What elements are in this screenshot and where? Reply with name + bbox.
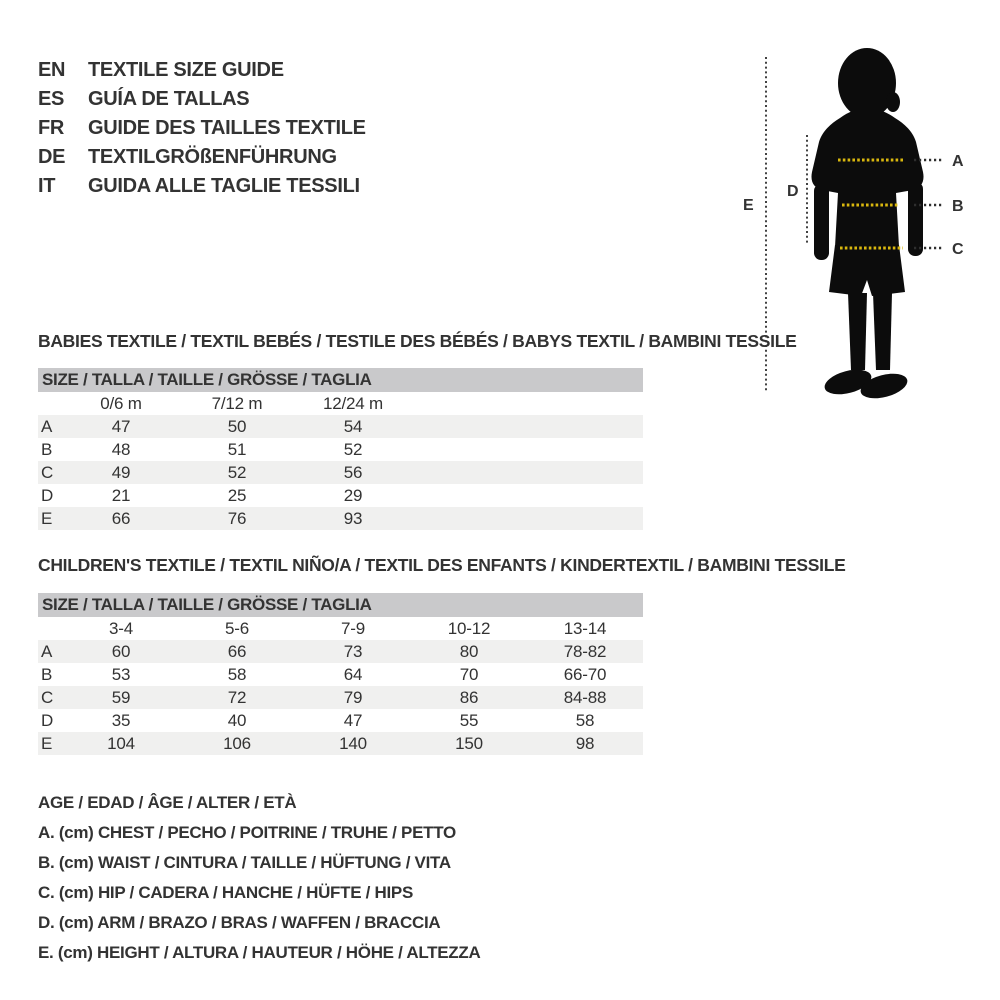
row-label: A <box>41 417 53 436</box>
table-row-e <box>38 732 643 755</box>
col-header: 3-4 <box>109 619 133 638</box>
lang-row-it <box>38 172 366 201</box>
lang-row-fr <box>38 114 366 143</box>
babies-size-header-bar: SIZE / TALLA / TAILLE / GRÖSSE / TAGLIA <box>38 368 643 392</box>
row-label: C <box>41 463 54 482</box>
guide-title-it: GUIDA ALLE TAGLIE TESSILI <box>88 175 360 197</box>
legend-hip: C. (cm) HIP / CADERA / HANCHE / HÜFTE / HIPS <box>38 883 414 902</box>
col-header: 13-14 <box>563 619 607 638</box>
guide-title-es: GUÍA DE TALLAS <box>88 88 250 110</box>
table-cell: 29 <box>343 486 363 505</box>
table-cell: 84-88 <box>563 688 607 707</box>
marker-label-b: B <box>952 198 964 215</box>
table-cell: 66 <box>111 509 131 528</box>
table-cell: 70 <box>459 665 479 684</box>
table-row-a <box>38 415 643 438</box>
table-row-d <box>38 709 643 732</box>
row-label: E <box>41 734 53 753</box>
babies-section-title: BABIES TEXTILE / TEXTIL BEBÉS / TESTILE DES BÉBÉS / BABYS TEXTIL / BAMBINI TESSILE <box>38 331 797 351</box>
table-cell: 35 <box>111 711 131 730</box>
row-label: D <box>41 711 54 730</box>
table-cell: 73 <box>343 642 363 661</box>
table-row-d <box>38 484 643 507</box>
table-cell: 21 <box>111 486 131 505</box>
children-section-title: CHILDREN'S TEXTILE / TEXTIL NIÑO/A / TEXTIL DES ENFANTS / KINDERTEXTIL / BAMBINI TESSILE <box>38 555 846 575</box>
table-row-c <box>38 686 643 709</box>
col-header: 12/24 m <box>322 394 384 413</box>
marker-label-c: C <box>952 241 964 258</box>
child-silhouette-figure <box>811 48 923 400</box>
table-row-b <box>38 663 643 686</box>
table-cell: 50 <box>227 417 247 436</box>
table-cell: 76 <box>227 509 247 528</box>
babies-column-header-row <box>38 392 643 415</box>
table-cell: 79 <box>343 688 363 707</box>
marker-label-d: D <box>787 183 799 200</box>
table-cell: 53 <box>111 665 131 684</box>
table-cell: 93 <box>343 509 363 528</box>
language-title-list <box>38 56 366 201</box>
legend-age: AGE / EDAD / ÂGE / ALTER / ETÀ <box>38 793 297 812</box>
children-size-table <box>38 593 643 755</box>
marker-label-a: A <box>952 153 964 170</box>
marker-label-e: E <box>743 197 754 214</box>
table-cell: 150 <box>455 734 483 753</box>
table-cell: 40 <box>227 711 247 730</box>
table-cell: 60 <box>111 642 131 661</box>
guide-title-fr: GUIDE DES TAILLES TEXTILE <box>88 117 366 139</box>
table-cell: 58 <box>227 665 247 684</box>
children-size-header-bar: SIZE / TALLA / TAILLE / GRÖSSE / TAGLIA <box>38 593 643 617</box>
lang-code: EN <box>38 59 66 81</box>
table-cell: 78-82 <box>563 642 607 661</box>
col-header: 7/12 m <box>211 394 263 413</box>
table-cell: 66-70 <box>563 665 607 684</box>
table-row-c <box>38 461 643 484</box>
table-cell: 66 <box>227 642 247 661</box>
corner-cell <box>38 617 63 640</box>
table-row-a <box>38 640 643 663</box>
babies-size-table <box>38 368 643 530</box>
legend-arm: D. (cm) ARM / BRAZO / BRAS / WAFFEN / BRACCIA <box>38 913 441 932</box>
table-cell: 52 <box>343 440 363 459</box>
col-header: 0/6 m <box>100 394 142 413</box>
table-cell: 51 <box>227 440 247 459</box>
legend-waist: B. (cm) WAIST / CINTURA / TAILLE / HÜFTUNG / VITA <box>38 853 451 872</box>
row-label: C <box>41 688 54 707</box>
table-cell: 72 <box>227 688 247 707</box>
row-label: D <box>41 486 54 505</box>
table-cell: 98 <box>575 734 595 753</box>
table-cell: 80 <box>459 642 479 661</box>
children-column-header-row <box>38 617 643 640</box>
table-cell: 25 <box>227 486 247 505</box>
row-label: B <box>41 440 53 459</box>
table-cell: 56 <box>343 463 363 482</box>
table-cell: 64 <box>343 665 363 684</box>
lang-row-es <box>38 85 366 114</box>
table-cell: 140 <box>339 734 367 753</box>
table-cell: 52 <box>227 463 247 482</box>
table-cell: 47 <box>343 711 363 730</box>
row-label: A <box>41 642 53 661</box>
table-cell: 59 <box>111 688 131 707</box>
lang-code: ES <box>38 88 65 110</box>
measurement-legend <box>38 788 480 968</box>
table-cell: 58 <box>575 711 595 730</box>
row-label: E <box>41 509 53 528</box>
legend-chest: A. (cm) CHEST / PECHO / POITRINE / TRUHE / PETTO <box>38 823 456 842</box>
lang-code: IT <box>38 175 56 197</box>
table-cell: 49 <box>111 463 131 482</box>
col-header: 7-9 <box>341 619 365 638</box>
table-row-b <box>38 438 643 461</box>
row-label: B <box>41 665 53 684</box>
table-cell: 48 <box>111 440 131 459</box>
guide-title-en: TEXTILE SIZE GUIDE <box>88 59 284 81</box>
col-header: 10-12 <box>447 619 491 638</box>
lang-code: DE <box>38 146 66 168</box>
lang-code: FR <box>38 117 65 139</box>
corner-cell <box>38 392 63 415</box>
table-cell: 86 <box>459 688 479 707</box>
guide-title-de: TEXTILGRÖßENFÜHRUNG <box>88 146 337 168</box>
table-cell: 104 <box>107 734 135 753</box>
legend-height: E. (cm) HEIGHT / ALTURA / HAUTEUR / HÖHE / ALTEZZA <box>38 943 481 962</box>
table-cell: 47 <box>111 417 131 436</box>
col-header: 5-6 <box>225 619 249 638</box>
lang-row-en <box>38 56 366 85</box>
lang-row-de <box>38 143 366 172</box>
table-cell: 55 <box>459 711 479 730</box>
table-cell: 106 <box>223 734 251 753</box>
table-cell: 54 <box>343 417 363 436</box>
table-row-e <box>38 507 643 530</box>
